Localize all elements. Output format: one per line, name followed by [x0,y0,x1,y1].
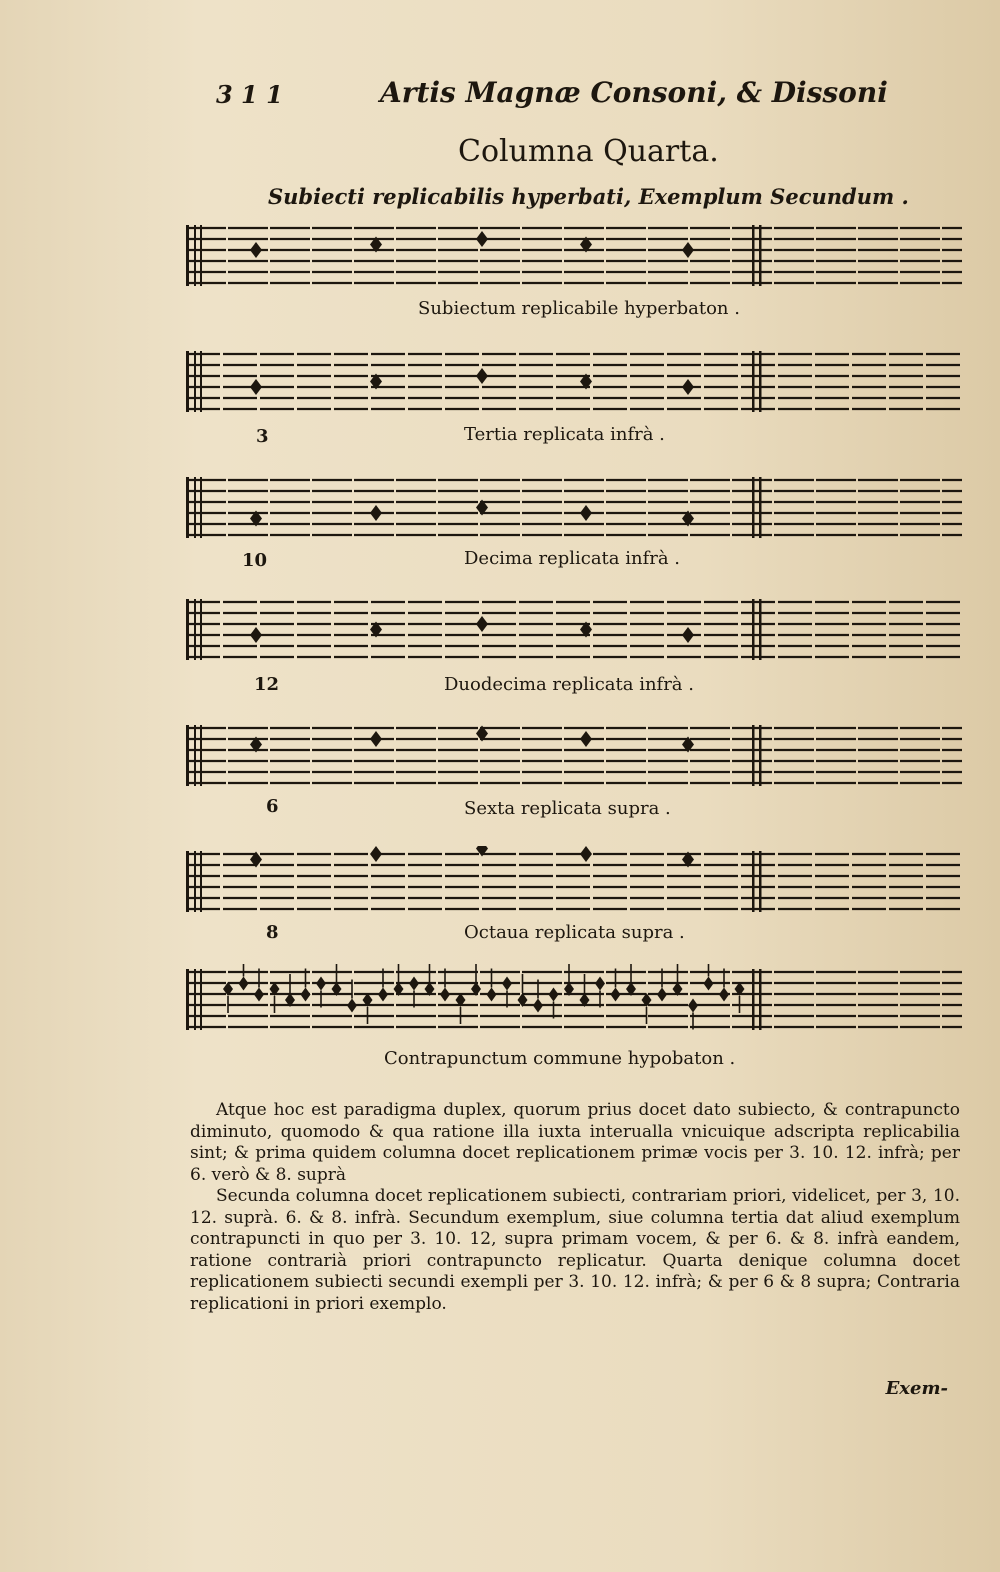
counterpoint-note [549,988,559,1002]
breve-note [476,616,488,632]
staff-caption-7: Contrapunctum commune hypobaton . [384,1048,736,1069]
clef-bar [194,477,196,538]
clef-bar [200,851,202,912]
double-bar-line [752,477,755,538]
counterpoint-note [719,988,729,1002]
interval-number-6: 8 [266,922,279,943]
clef-bar [200,477,202,538]
counterpoint-note [688,999,698,1013]
counterpoint-note [440,988,450,1002]
breve-note [682,242,694,258]
clef-bar [194,599,196,660]
paragraph-1: Atque hoc est paradigma duplex, quorum prius docet dato subiecto, & contrapuncto diminuto, quomodo & qua ratione illa iuxta interualla vnicuique adscripta replicabilia sint; & prima quidem columna docet replicationem primæ vocis per 3. 10. 12. infrà; per 6. verò & 8. suprà [190,1100,960,1185]
staff-caption-1: Subiectum replicabile hyperbaton . [418,298,740,319]
clef-bar [194,225,196,286]
body-text [190,1100,960,1315]
breve-note [580,505,592,521]
double-bar-line [752,725,755,786]
interval-number-2: 3 [256,426,269,447]
breve-note [682,379,694,395]
clef-bar [200,351,202,412]
running-title: Artis Magnæ Consoni, & Dissoni [380,76,888,109]
counterpoint-note [502,977,512,991]
double-bar-line [759,969,762,1030]
clef-bar [194,851,196,912]
counterpoint-note [409,977,419,991]
double-bar-line [759,477,762,538]
counterpoint-note [239,977,249,991]
interval-number-4: 12 [254,674,280,695]
staff-caption-3: Decima replicata infrà . [464,548,681,569]
counterpoint-note [254,988,264,1002]
breve-note [250,242,262,258]
clef-bar [186,225,189,286]
page-number: 3 1 1 [216,80,283,109]
breve-note [370,505,382,521]
clef-bar [200,599,202,660]
counterpoint-note [595,977,605,991]
counterpoint-note [316,977,326,991]
paragraph-2: Secunda columna docet replicationem subiecti, contrariam priori, videlicet, per 3, 10. 12. suprà. 6. & 8. infrà. Secundum exemplum, siue columna tertia dat aliud exemplum contrapuncti in quo per 3. 10. 12, supra primam vocem, & per 6. & 8. infrà eandem, ratione contrarià priori contrapuncto replicatur. Quarta denique columna docet replicationem subiecti secundi exempli per 3. 10. 12. infrà; & per 6 & 8 supra; Contraria replicationi in priori exemplo. [190,1186,960,1314]
double-bar-line [759,225,762,286]
clef-bar [186,599,189,660]
staff-4 [186,594,962,674]
staff-caption-4: Duodecima replicata infrà . [444,674,694,695]
counterpoint-note [301,988,311,1002]
clef-bar [194,969,196,1030]
clef-bar [194,351,196,412]
staff-3 [186,472,962,552]
breve-note [250,627,262,643]
double-bar-line [759,599,762,660]
clef-bar [186,477,189,538]
staff-caption-2: Tertia replicata infrà . [464,424,665,445]
breve-note [580,846,592,862]
clef-bar [200,969,202,1030]
breve-note [370,846,382,862]
breve-note [476,231,488,247]
double-bar-line [752,599,755,660]
interval-number-5: 6 [266,796,279,817]
double-bar-line [752,851,755,912]
counterpoint-note [657,988,667,1002]
double-bar-line [759,351,762,412]
counterpoint-note [533,999,543,1013]
clef-bar [186,969,189,1030]
counterpoint-note [378,988,388,1002]
breve-note [476,368,488,384]
interval-number-3: 10 [242,550,268,571]
counterpoint-note [487,988,497,1002]
section-subtitle: Subiecti replicabilis hyperbati, Exemplum Secundum . [268,184,909,209]
staff-5 [186,720,962,800]
double-bar-line [759,725,762,786]
double-bar-line [752,351,755,412]
clef-bar [194,725,196,786]
section-title: Columna Quarta. [458,134,719,169]
clef-bar [200,225,202,286]
breve-note [370,731,382,747]
counterpoint-note [704,977,714,991]
counterpoint-note [611,988,621,1002]
breve-note [580,731,592,747]
staff-6 [186,846,962,926]
breve-note [682,627,694,643]
double-bar-line [752,225,755,286]
clef-bar [186,851,189,912]
clef-bar [186,725,189,786]
double-bar-line [759,851,762,912]
double-bar-line [752,969,755,1030]
breve-note [250,379,262,395]
clef-bar [186,351,189,412]
staff-7-counterpoint [186,964,962,1044]
counterpoint-note [347,999,357,1013]
staff-2 [186,346,962,426]
catchword: Exem- [885,1378,948,1399]
staff-caption-6: Octaua replicata supra . [464,922,685,943]
staff-caption-5: Sexta replicata supra . [464,798,671,819]
staff-1 [186,220,962,300]
clef-bar [200,725,202,786]
